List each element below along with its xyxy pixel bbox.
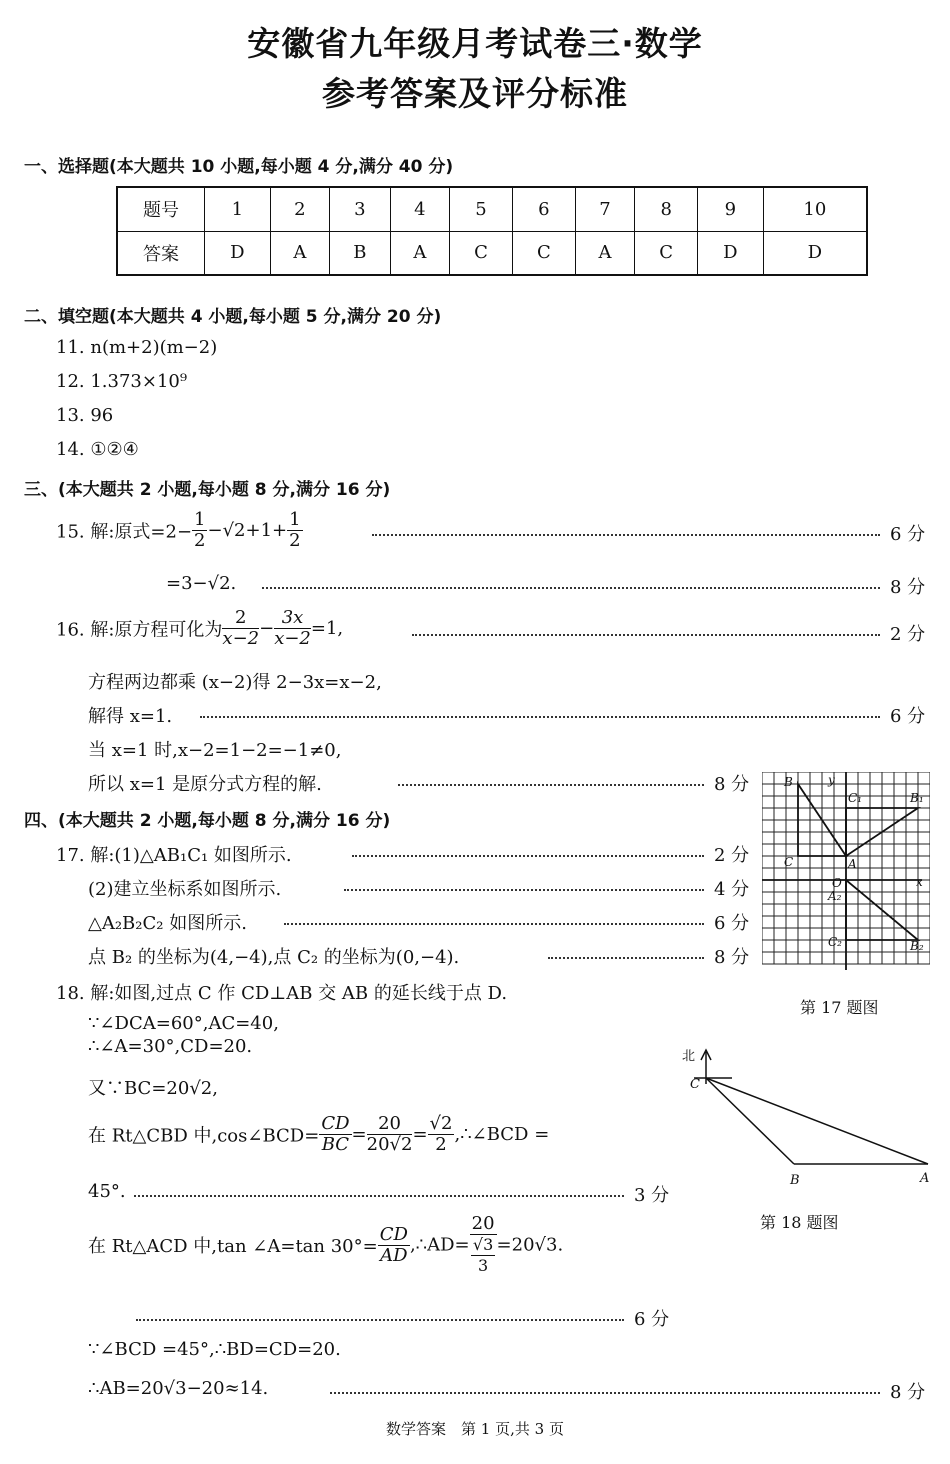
answer-cell: C <box>450 231 513 275</box>
score: 6 分 <box>890 706 926 727</box>
answer-table <box>116 186 868 276</box>
q18-line5: 在 Rt△CBD 中,cos∠BCD= $\frac{CD}{BC}$ = $\frac{20}{20√2}$ = $\frac{√2}{2}$ ,∴∠BCD = <box>88 1113 550 1155</box>
q16-line2: 方程两边都乘 (x−2)得 2−3x=x−2, <box>88 672 382 693</box>
score: 4 分 <box>714 879 750 900</box>
page-title-line1: 安徽省九年级月考试卷三·数学 <box>247 24 703 63</box>
fraction: $\frac{20}{20√2}$ <box>366 1113 413 1155</box>
fraction: $\frac{CD}{BC}$ <box>321 1113 350 1155</box>
q18-line6: 45°. <box>88 1181 126 1202</box>
score: 6 分 <box>890 524 926 545</box>
dot-leader <box>200 716 880 718</box>
answer-cell: C <box>512 231 575 275</box>
dot-leader <box>344 889 704 891</box>
question-number: 7 <box>575 187 635 231</box>
answer-cell: B <box>330 231 391 275</box>
question-number: 10 <box>763 187 867 231</box>
question-number: 9 <box>698 187 764 231</box>
score: 8 分 <box>714 774 750 795</box>
label-o: O <box>832 876 842 890</box>
section4-heading: 四、(本大题共 2 小题,每小题 8 分,满分 16 分) <box>24 811 391 831</box>
question-number: 8 <box>635 187 698 231</box>
q16-text-a: 16. 解:原方程可化为 <box>56 619 223 641</box>
answer-cell: D <box>205 231 271 275</box>
section3-heading: 三、(本大题共 2 小题,每小题 8 分,满分 16 分) <box>24 480 391 500</box>
label-a2: A₂ <box>828 889 842 903</box>
score: 2 分 <box>890 624 926 645</box>
score: 3 分 <box>634 1185 670 1206</box>
label-b: B <box>790 1173 800 1188</box>
q15-line2: =3−√2. <box>166 573 237 594</box>
dot-leader <box>352 855 704 857</box>
fraction: $\frac{1}{2}$ <box>289 509 301 551</box>
q17-line2: (2)建立坐标系如图所示. <box>88 879 282 900</box>
q17-line1: 17. 解:(1)△AB₁C₁ 如图所示. <box>56 845 292 866</box>
answer-11: 11. n(m+2)(m−2) <box>56 337 218 358</box>
page-footer: 数学答案 第 1 页,共 3 页 <box>386 1420 564 1438</box>
answer-cell: C <box>635 231 698 275</box>
score: 8 分 <box>714 947 750 968</box>
answer-12: 12. 1.373×10⁹ <box>56 371 188 392</box>
score: 6 分 <box>714 913 750 934</box>
score: 6 分 <box>634 1309 670 1330</box>
label-a: A <box>848 857 857 871</box>
figure-17-caption: 第 17 题图 <box>800 998 879 1017</box>
fraction: $\frac{√2}{2}$ <box>429 1113 453 1155</box>
question-number: 5 <box>450 187 513 231</box>
label-north: 北 <box>682 1049 696 1064</box>
q18-line7: 在 Rt△ACD 中,tan ∠A=tan 30°= $\frac{CD}{AD}$ ,∴AD= $\frac{20}{\frac{√3}{3}}$ =20√3. <box>88 1213 564 1275</box>
answer-13: 13. 96 <box>56 405 114 426</box>
segment-cb <box>706 1078 794 1164</box>
label-x: x <box>916 875 923 889</box>
label-c1: C₁ <box>848 791 862 805</box>
complex-fraction: $\frac{20}{\frac{√3}{3}}$ <box>471 1213 495 1275</box>
q15-text-b: −√2+1+ <box>207 520 288 541</box>
q18-line8: ∵∠BCD =45°,∴BD=CD=20. <box>88 1339 341 1360</box>
table-row <box>117 187 867 231</box>
score: 2 分 <box>714 845 750 866</box>
label-y: y <box>828 773 835 787</box>
fraction: $\frac{3x}{x-2}$ <box>274 607 311 649</box>
q15-text-a: 15. 解:原式=2− <box>56 521 193 543</box>
table-row <box>117 231 867 275</box>
dot-leader <box>134 1195 624 1197</box>
dot-leader <box>548 957 704 959</box>
fraction: $\frac{2}{x-2}$ <box>222 607 260 649</box>
q16-line3: 解得 x=1. <box>88 706 173 727</box>
question-number: 3 <box>330 187 391 231</box>
q17-line4: 点 B₂ 的坐标为(4,−4),点 C₂ 的坐标为(0,−4). <box>88 947 460 968</box>
question-number: 4 <box>390 187 450 231</box>
section2-heading: 二、填空题(本大题共 4 小题,每小题 5 分,满分 20 分) <box>24 307 442 327</box>
dot-leader <box>262 587 880 589</box>
answer-cell: D <box>763 231 867 275</box>
row-label: 答案 <box>117 231 205 275</box>
dot-leader <box>284 923 704 925</box>
q15-line1 <box>56 510 303 551</box>
q16-line4: 当 x=1 时,x−2=1−2=−1≠0, <box>88 740 342 761</box>
dot-leader <box>136 1319 624 1321</box>
question-number: 2 <box>270 187 330 231</box>
q18-line4: 又∵BC=20√2, <box>88 1078 218 1099</box>
section1-heading: 一、选择题(本大题共 10 小题,每小题 4 分,满分 40 分) <box>24 157 454 177</box>
q17-line3: △A₂B₂C₂ 如图所示. <box>88 913 247 934</box>
answer-cell: A <box>270 231 330 275</box>
dot-leader <box>372 534 880 536</box>
score: 8 分 <box>890 577 926 598</box>
figure-17-grid <box>762 772 930 970</box>
row-label: 题号 <box>117 187 205 231</box>
label-c: C <box>784 855 794 869</box>
label-b1: B₁ <box>910 791 924 805</box>
answer-cell: D <box>698 231 764 275</box>
label-b: B <box>784 775 793 789</box>
question-number: 6 <box>512 187 575 231</box>
figure-18-diagram <box>676 1044 936 1194</box>
label-a: A <box>920 1171 930 1186</box>
q16-line1: 16. 解:原方程可化为 $\frac{2}{x-2}$ − $\frac{3x}{x-2}$ =1, <box>56 607 344 649</box>
segment-ca <box>706 1078 928 1164</box>
q18-line2: ∵∠DCA=60°,AC=40, <box>88 1013 279 1034</box>
dot-leader <box>330 1392 880 1394</box>
label-b2: B₂ <box>910 939 924 953</box>
answer-cell: A <box>575 231 635 275</box>
label-c: C <box>690 1077 700 1092</box>
label-c2: C₂ <box>828 935 842 949</box>
question-number: 1 <box>205 187 271 231</box>
fraction: $\frac{1}{2}$ <box>194 509 206 551</box>
q16-line5: 所以 x=1 是原分式方程的解. <box>88 774 322 795</box>
answer-14: 14. ①②④ <box>56 439 139 460</box>
q16-text-b: =1, <box>310 618 344 639</box>
page-title-line2: 参考答案及评分标准 <box>322 74 628 113</box>
dot-leader <box>398 784 704 786</box>
answer-cell: A <box>390 231 450 275</box>
q18-line9: ∴AB=20√3−20≈14. <box>88 1378 269 1399</box>
q18-line1: 18. 解:如图,过点 C 作 CD⊥AB 交 AB 的延长线于点 D. <box>56 983 508 1004</box>
score: 8 分 <box>890 1382 926 1403</box>
figure-18-caption: 第 18 题图 <box>760 1213 839 1232</box>
dot-leader <box>412 634 880 636</box>
q18-line3: ∴∠A=30°,CD=20. <box>88 1036 253 1057</box>
fraction: $\frac{CD}{AD}$ <box>379 1223 408 1266</box>
